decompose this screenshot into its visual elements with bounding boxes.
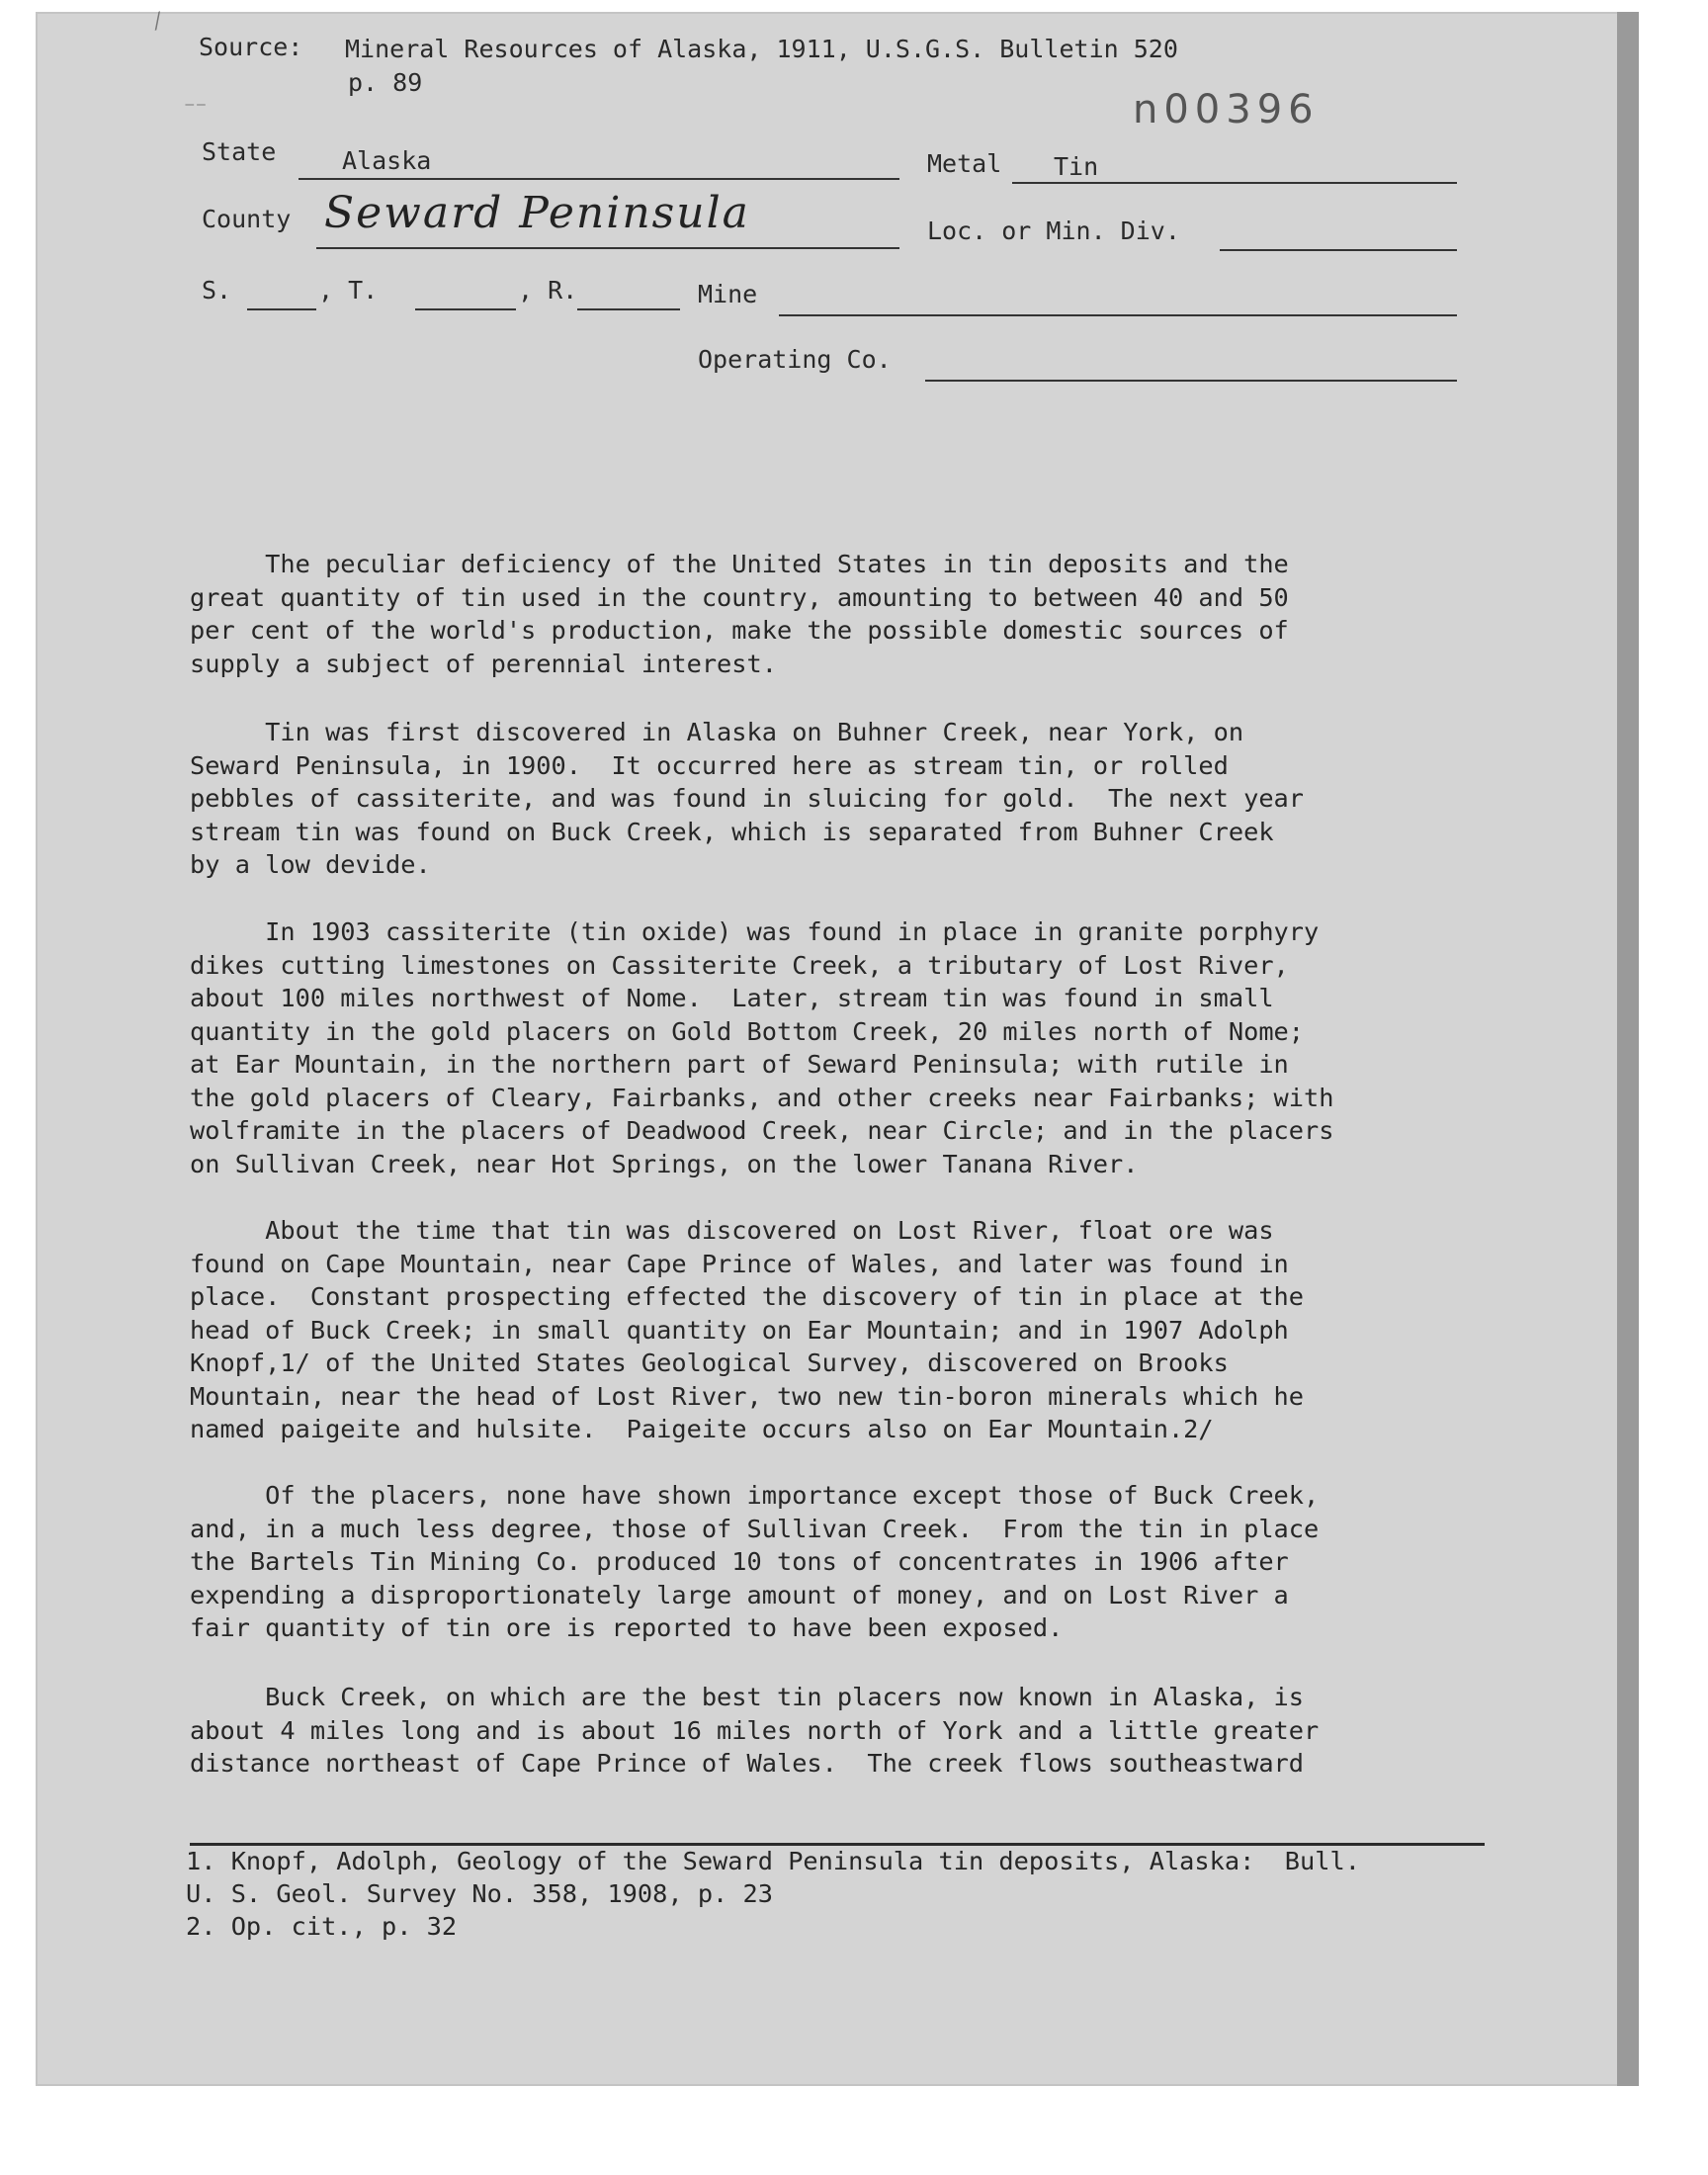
range-field-line: [577, 308, 680, 310]
footnote-line: 2. Op. cit., p. 32: [186, 1912, 458, 1941]
source-label: Source:: [199, 33, 303, 61]
text-line: Mountain, near the head of Lost River, two new tin-boron minerals which he: [190, 1381, 1305, 1411]
text-line: about 4 miles long and is about 16 miles north of York and a little greater: [190, 1715, 1320, 1745]
township-field-line: [415, 308, 516, 310]
text-line: head of Buck Creek; in small quantity on Ear Mountain; and in 1907 Adolph: [190, 1315, 1289, 1345]
body-paragraph-5: [190, 1479, 1485, 1645]
archive-stamp-number: n00396: [1133, 87, 1320, 132]
metal-field-line: [1012, 182, 1457, 184]
county-label: County: [202, 205, 292, 233]
body-paragraph-2: [190, 716, 1485, 882]
text-line: per cent of the world's production, make the possible domestic sources of: [190, 616, 1289, 645]
footnote-line: 1. Knopf, Adolph, Geology of the Seward Peninsula tin deposits, Alaska: Bull.: [186, 1847, 1360, 1875]
pencil-mark: ⁄: [151, 10, 164, 35]
text-line: the gold placers of Cleary, Fairbanks, and other creeks near Fairbanks; with: [190, 1083, 1334, 1112]
mine-label: Mine: [698, 280, 758, 308]
text-line: Knopf,1/ of the United States Geological Survey, discovered on Brooks: [190, 1348, 1229, 1377]
text-line: and, in a much less degree, those of Sullivan Creek. From the tin in place: [190, 1514, 1320, 1543]
footnote-line: U. S. Geol. Survey No. 358, 1908, p. 23: [186, 1879, 773, 1908]
text-line: about 100 miles northwest of Nome. Later, stream tin was found in small: [190, 984, 1274, 1012]
mine-field-line: [779, 314, 1457, 316]
loc-min-div-label: Loc. or Min. Div.: [927, 217, 1180, 245]
section-label: S.: [202, 276, 232, 304]
text-line: About the time that tin was discovered on Lost River, float ore was: [190, 1216, 1274, 1245]
text-line: dikes cutting limestones on Cassiterite Creek, a tributary of Lost River,: [190, 950, 1289, 980]
page-edge-shadow: [1617, 12, 1639, 2086]
body-paragraph-4: [190, 1214, 1485, 1446]
section-field-line: [247, 308, 316, 310]
operating-co-field-line: [925, 380, 1457, 382]
text-line: Of the placers, none have shown importance except those of Buck Creek,: [190, 1481, 1320, 1510]
body-paragraph-3: [190, 915, 1485, 1180]
text-line: distance northeast of Cape Prince of Wales. The creek flows southeastward: [190, 1749, 1305, 1778]
body-paragraph-1: [190, 548, 1485, 680]
metal-value: Tin: [1054, 152, 1099, 181]
county-field-line: [316, 247, 899, 249]
text-line: the Bartels Tin Mining Co. produced 10 tons of concentrates in 1906 after: [190, 1547, 1289, 1576]
loc-min-div-field-line: [1220, 249, 1457, 251]
metal-label: Metal: [927, 149, 1002, 178]
text-line: Tin was first discovered in Alaska on Buhner Creek, near York, on: [190, 718, 1244, 746]
text-line: pebbles of cassiterite, and was found in sluicing for gold. The next year: [190, 784, 1305, 813]
pencil-mark: ⁻⁻: [184, 97, 208, 122]
text-line: on Sullivan Creek, near Hot Springs, on the lower Tanana River.: [190, 1149, 1139, 1178]
text-line: named paigeite and hulsite. Paigeite occurs also on Ear Mountain.2/: [190, 1415, 1214, 1443]
state-value: Alaska: [342, 146, 432, 175]
text-line: found on Cape Mountain, near Cape Prince of Wales, and later was found in: [190, 1249, 1289, 1278]
text-line: expending a disproportionately large amount of money, and on Lost River a: [190, 1580, 1289, 1610]
text-line: at Ear Mountain, in the northern part of Seward Peninsula; with rutile in: [190, 1050, 1289, 1079]
text-line: place. Constant prospecting effected the discovery of tin in place at the: [190, 1282, 1305, 1311]
state-label: State: [202, 137, 277, 166]
text-line: quantity in the gold placers on Gold Bottom Creek, 20 miles north of Nome;: [190, 1016, 1305, 1046]
text-line: stream tin was found on Buck Creek, which is separated from Buhner Creek: [190, 817, 1274, 846]
text-line: Buck Creek, on which are the best tin placers now known in Alaska, is: [190, 1683, 1305, 1711]
county-handwritten-value: Seward Peninsula: [324, 188, 750, 238]
body-paragraph-6: [190, 1681, 1485, 1781]
text-line: supply a subject of perennial interest.: [190, 649, 777, 678]
range-label: , R.: [518, 276, 578, 304]
source-citation: Mineral Resources of Alaska, 1911, U.S.G.S. Bulletin 520: [345, 35, 1178, 63]
text-line: In 1903 cassiterite (tin oxide) was found in place in granite porphyry: [190, 917, 1320, 946]
text-line: by a low devide.: [190, 850, 431, 879]
text-line: The peculiar deficiency of the United States in tin deposits and the: [190, 550, 1289, 578]
source-page: p. 89: [348, 68, 423, 97]
text-line: fair quantity of tin ore is reported to have been exposed.: [190, 1613, 1064, 1642]
text-line: wolframite in the placers of Deadwood Creek, near Circle; and in the placers: [190, 1116, 1334, 1145]
document-page: [36, 12, 1639, 2086]
footnotes: [186, 1845, 1360, 1943]
township-label: , T.: [318, 276, 379, 304]
text-line: great quantity of tin used in the country, amounting to between 40 and 50: [190, 582, 1289, 612]
state-field-line: [299, 178, 899, 180]
operating-co-label: Operating Co.: [698, 345, 892, 374]
text-line: Seward Peninsula, in 1900. It occurred here as stream tin, or rolled: [190, 750, 1229, 780]
